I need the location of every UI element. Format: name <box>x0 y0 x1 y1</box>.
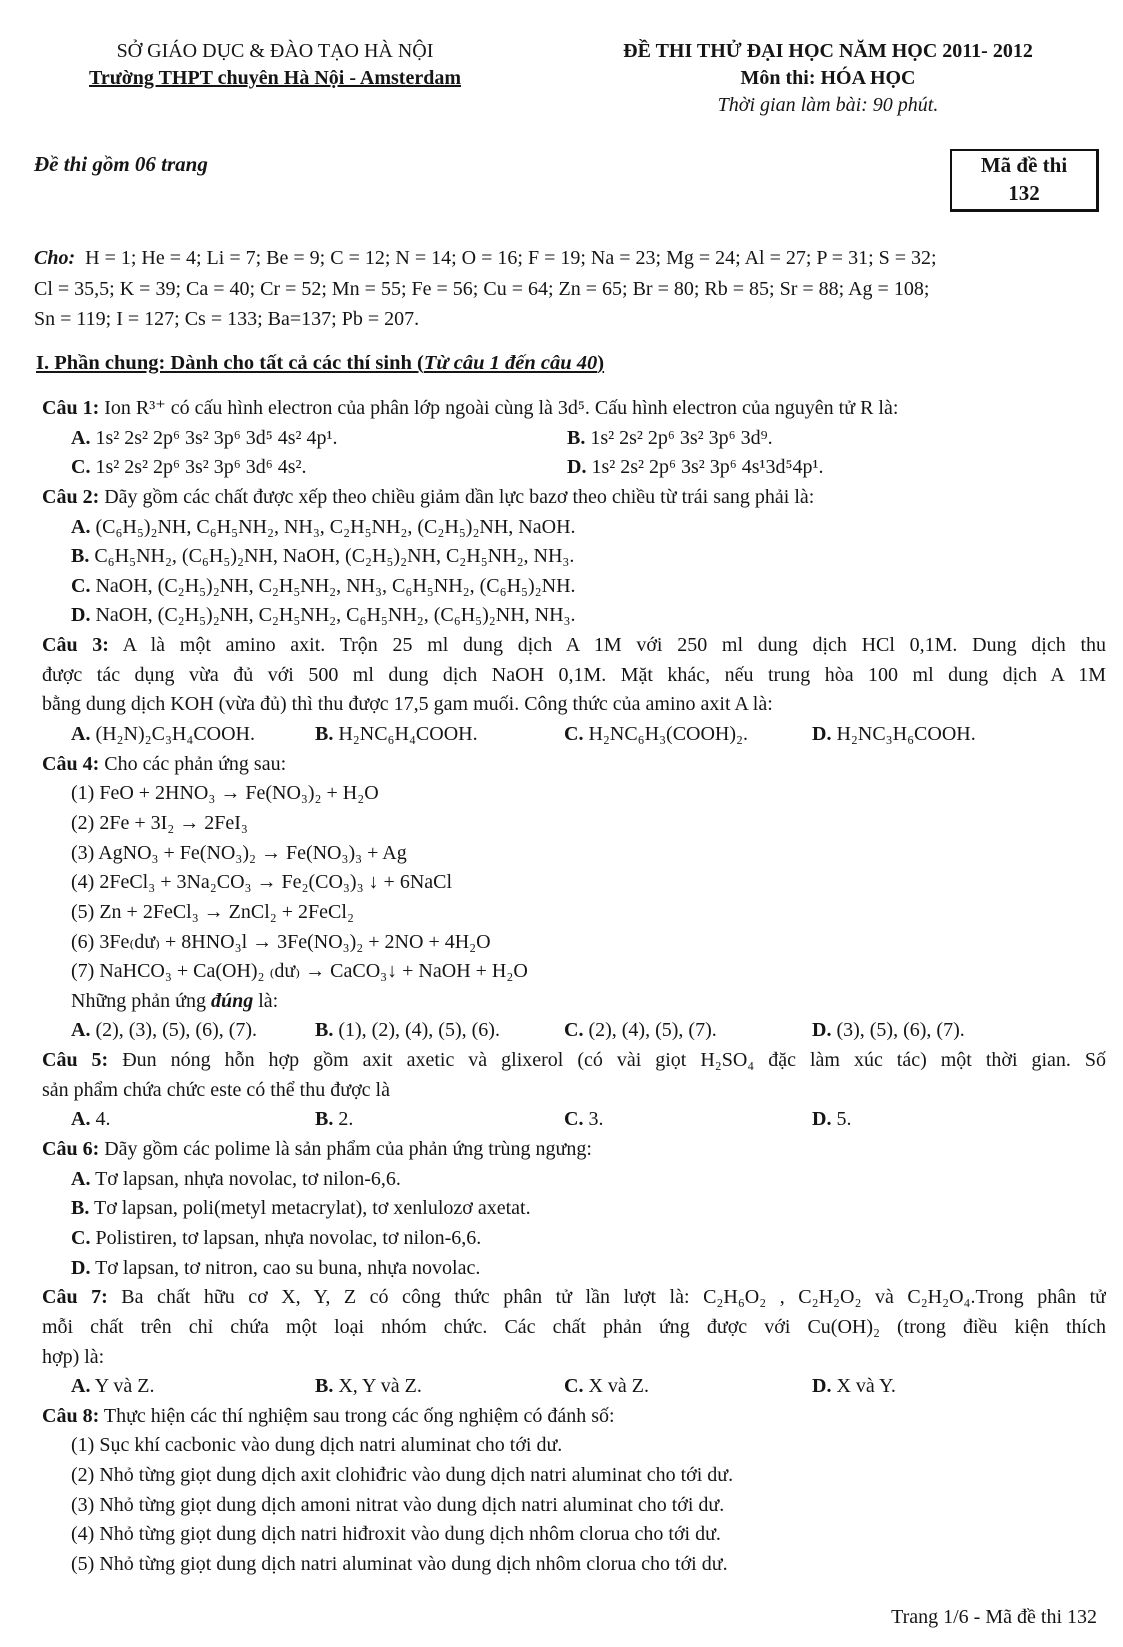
option-text: 1s² 2s² 2p⁶ 3s² 3p⁶ 4s¹3d⁵4p¹. <box>591 456 824 479</box>
question-text-line <box>42 690 1106 720</box>
option-text: Tơ lapsan, poli(metyl metacrylat), tơ xenlulozơ axetat. <box>93 1197 531 1220</box>
question-text-line <box>42 1076 1106 1106</box>
reaction-item: (3) Nhỏ từng giọt dung dịch amoni nitrat vào dung dịch natri aluminat cho tới dư. <box>71 1493 725 1516</box>
question <box>42 1402 1106 1580</box>
option-letter: D. <box>71 1256 91 1279</box>
answer-option[interactable] <box>812 1016 965 1046</box>
exam-code-value: 132 <box>1008 181 1040 205</box>
option-text: C₆H₅NH₂, (C₆H₅)₂NH, NaOH, (C₂H₅)₂NH, C₂H₅NH₂, NH₃. <box>94 545 575 568</box>
reaction-item: (7) NaHCO₃ + Ca(OH)₂ ₍dư₎ → CaCO₃↓ + NaOH + H₂O <box>71 960 528 983</box>
option-letter: C. <box>564 1108 584 1131</box>
options-row <box>42 1016 1106 1046</box>
answer-option[interactable] <box>567 424 773 454</box>
option-text: Y và Z. <box>94 1375 155 1398</box>
option-text: (3), (5), (6), (7). <box>836 1019 965 1042</box>
options-row <box>42 1165 1106 1195</box>
option-text: Tơ lapsan, tơ nitron, cao su buna, nhựa novolac. <box>95 1256 481 1279</box>
reaction-item: (4) Nhỏ từng giọt dung dịch natri hiđroxit vào dung dịch nhôm clorua cho tới dư. <box>71 1523 721 1546</box>
option-letter: C. <box>564 1375 584 1398</box>
reaction-item: (2) Nhỏ từng giọt dung dịch axit clohiđric vào dung dịch natri aluminat cho tới dư. <box>71 1464 734 1487</box>
question-prompt <box>42 987 1106 1017</box>
exam-subject: Môn thi: HÓA HỌC <box>740 67 916 89</box>
option-letter: A. <box>71 1108 91 1131</box>
question-text-line <box>42 661 1106 691</box>
option-letter: C. <box>71 1226 91 1249</box>
options-row <box>42 572 1106 602</box>
question-text: Đun nóng hỗn hợp gồm axit axetic và glixerol (có vài giọt H₂SO₄ đặc làm xúc tác) một thời gian. Số <box>122 1049 1106 1072</box>
option-letter: D. <box>812 1108 832 1131</box>
option-text: 1s² 2s² 2p⁶ 3s² 3p⁶ 3d⁵ 4s² 4p¹. <box>95 426 338 449</box>
reaction-item: (3) AgNO₃ + Fe(NO₃)₂ → Fe(NO₃)₃ + Ag <box>71 841 407 864</box>
given-line: H = 1; He = 4; Li = 7; Be = 9; C = 12; N = 14; O = 16; F = 19; Na = 23; Mg = 24; Al = 27; P = 31; S = 32; <box>85 247 937 269</box>
option-letter: C. <box>564 1019 584 1042</box>
answer-option[interactable] <box>71 1105 110 1135</box>
option-letter: A. <box>71 723 91 746</box>
question <box>42 1135 1106 1283</box>
question-text: Thực hiện các thí nghiệm sau trong các ống nghiệm có đánh số: <box>103 1404 615 1427</box>
exam-code-box <box>950 149 1099 212</box>
question-label: Câu 4: <box>42 752 100 775</box>
option-letter: D. <box>812 723 832 746</box>
answer-option[interactable] <box>315 1016 500 1046</box>
option-text: (2), (3), (5), (6), (7). <box>95 1019 258 1042</box>
answer-option[interactable] <box>812 1105 851 1135</box>
answer-option[interactable] <box>564 720 748 750</box>
question-text: Ba chất hữu cơ X, Y, Z có công thức phân tử lần lượt là: C₂H₆O₂ , C₂H₂O₂ và C₂H₂O₄.Trong phân tử <box>121 1286 1106 1309</box>
section-heading <box>36 352 604 375</box>
question-text-line <box>42 1402 1106 1432</box>
question-text-line <box>42 394 1106 424</box>
atomic-masses <box>34 243 1109 335</box>
option-text: NaOH, (C₂H₅)₂NH, C₂H₅NH₂, NH₃, C₆H₅NH₂, (C₆H₅)₂NH. <box>95 574 576 597</box>
question <box>42 1046 1106 1135</box>
section-close: ) <box>597 352 605 374</box>
reaction-item: (5) Zn + 2FeCl₃ → ZnCl₂ + 2FeCl₂ <box>71 900 354 923</box>
option-letter: D. <box>71 604 91 627</box>
answer-option[interactable] <box>564 1016 717 1046</box>
question-text: được tác dụng vừa đủ với 500 ml dung dịch NaOH 0,1M. Mặt khác, nếu trung hòa 100 ml dung dịch A 1M <box>42 663 1106 686</box>
option-text: X và Y. <box>836 1375 896 1398</box>
question-text-line <box>42 750 1106 780</box>
option-text: 1s² 2s² 2p⁶ 3s² 3p⁶ 3d⁶ 4s². <box>95 456 307 479</box>
option-letter: B. <box>315 723 334 746</box>
options-row <box>42 1224 1106 1254</box>
question-text: bằng dung dịch KOH (vừa đủ) thì thu được 17,5 gam muối. Công thức của amino axit A là: <box>42 693 773 716</box>
reaction-item: (5) Nhỏ từng giọt dung dịch natri aluminat vào dung dịch nhôm clorua cho tới dư. <box>71 1552 728 1575</box>
option-text: 3. <box>588 1108 604 1131</box>
header-left <box>40 38 510 92</box>
option-letter: D. <box>812 1019 832 1042</box>
option-letter: B. <box>567 426 586 449</box>
option-text: X và Z. <box>588 1375 649 1398</box>
option-letter: C. <box>564 723 584 746</box>
reaction-item: (1) Sục khí cacbonic vào dung dịch natri aluminat cho tới dư. <box>71 1434 563 1457</box>
answer-option[interactable] <box>71 1372 155 1402</box>
question <box>42 1283 1106 1402</box>
question-label: Câu 6: <box>42 1138 100 1161</box>
given-line: Sn = 119; I = 127; Cs = 133; Ba=137; Pb = 207. <box>34 308 420 330</box>
options-row <box>42 720 1106 750</box>
question-text-line <box>42 1135 1106 1165</box>
answer-option[interactable] <box>315 1372 422 1402</box>
question-text: hợp) là: <box>42 1345 105 1368</box>
option-text: (H₂N)₂C₃H₄COOH. <box>95 723 256 746</box>
options-row <box>42 601 1106 631</box>
option-text: NaOH, (C₂H₅)₂NH, C₂H₅NH₂, C₆H₅NH₂, (C₆H₅)₂NH, NH₃. <box>95 604 576 627</box>
reaction-item: (6) 3Fe₍dư₎ + 8HNO₃l → 3Fe(NO₃)₂ + 2NO + 4H₂O <box>71 930 491 953</box>
answer-option[interactable] <box>812 1372 896 1402</box>
options-row <box>42 453 1106 483</box>
option-text: Polistiren, tơ lapsan, nhựa novolac, tơ nilon-6,6. <box>95 1226 482 1249</box>
answer-option[interactable] <box>71 1254 480 1284</box>
options-row <box>42 424 1106 454</box>
option-letter: A. <box>71 1019 91 1042</box>
section-title: I. Phần chung: Dành cho tất cả các thí sinh ( <box>36 352 424 374</box>
given-line: Cl = 35,5; K = 39; Ca = 40; Cr = 52; Mn = 55; Fe = 56; Cu = 64; Zn = 65; Br = 80; Rb = 85; Sr = 88; Ag = 108; <box>34 277 930 300</box>
option-text: (C₆H₅)₂NH, C₆H₅NH₂, NH₃, C₂H₅NH₂, (C₂H₅)₂NH, NaOH. <box>95 515 576 538</box>
answer-option[interactable] <box>71 513 576 543</box>
reaction-item: (4) 2FeCl₃ + 3Na₂CO₃ → Fe₂(CO₃)₃ ↓ + 6NaCl <box>71 871 453 894</box>
option-text: Tơ lapsan, nhựa novolac, tơ nilon-6,6. <box>95 1167 401 1190</box>
option-letter: A. <box>71 426 91 449</box>
answer-option[interactable] <box>564 1372 649 1402</box>
answer-option[interactable] <box>315 1105 353 1135</box>
answer-option[interactable] <box>71 453 307 483</box>
option-text: X, Y và Z. <box>338 1375 422 1398</box>
answer-option[interactable] <box>567 453 823 483</box>
options-row <box>42 1372 1106 1402</box>
option-letter: A. <box>71 1375 91 1398</box>
question-text-line <box>42 1283 1106 1313</box>
question-text-line <box>42 1343 1106 1373</box>
option-text: (2), (4), (5), (7). <box>588 1019 717 1042</box>
prompt-emphasis: đúng <box>211 989 254 1012</box>
section-range: Từ câu 1 đến câu 40 <box>423 352 598 374</box>
option-letter: D. <box>567 456 587 479</box>
exam-title: ĐỀ THI THỬ ĐẠI HỌC NĂM HỌC 2011- 2012 <box>623 40 1033 62</box>
question-text-line <box>42 1313 1106 1343</box>
answer-option[interactable] <box>812 720 976 750</box>
options-row <box>42 513 1106 543</box>
question-text: Ion R³⁺ có cấu hình electron của phân lớp ngoài cùng là 3d⁵. Cấu hình electron của nguyên tử R là: <box>104 397 899 419</box>
option-text: H₂NC₆H₃(COOH)₂. <box>588 723 749 746</box>
option-text: 5. <box>836 1108 852 1131</box>
department-name: SỞ GIÁO DỤC & ĐÀO TẠO HÀ NỘI <box>116 40 434 62</box>
question <box>42 631 1106 750</box>
given-label: Cho: <box>34 247 76 269</box>
option-text: H₂NC₃H₆COOH. <box>836 723 976 746</box>
option-letter: B. <box>315 1019 334 1042</box>
option-text: 1s² 2s² 2p⁶ 3s² 3p⁶ 3d⁹. <box>590 426 773 449</box>
question <box>42 750 1106 1046</box>
school-name: Trường THPT chuyên Hà Nội - Amsterdam <box>89 67 461 89</box>
header-right <box>548 38 1108 119</box>
prompt-text: Những phản ứng <box>71 989 211 1012</box>
option-letter: B. <box>71 545 90 568</box>
question-label: Câu 5: <box>42 1049 109 1072</box>
reaction-item: (1) FeO + 2HNO₃ → Fe(NO₃)₂ + H₂O <box>71 782 379 805</box>
answer-option[interactable] <box>71 572 576 602</box>
option-letter: A. <box>71 1167 91 1190</box>
options-row <box>42 1194 1106 1224</box>
option-letter: A. <box>71 515 91 538</box>
question-label: Câu 3: <box>42 634 109 657</box>
question-text: mỗi chất trên chỉ chứa một loại nhóm chức. Các chất phản ứng được với Cu(OH)₂ (trong điều kiện thích <box>42 1315 1106 1338</box>
options-row <box>42 1105 1106 1135</box>
exam-time: Thời gian làm bài: 90 phút. <box>717 94 939 116</box>
question-text: sản phẩm chứa chức este có thể thu được là <box>42 1078 390 1101</box>
question <box>42 394 1106 483</box>
answer-option[interactable] <box>71 1165 401 1195</box>
answer-option[interactable] <box>71 1224 481 1254</box>
options-row <box>42 542 1106 572</box>
question-text: A là một amino axit. Trộn 25 ml dung dịch A 1M với 250 ml dung dịch HCl 0,1M. Dung dịch thu <box>122 634 1106 657</box>
option-text: 4. <box>95 1108 111 1131</box>
options-row <box>42 1254 1106 1284</box>
option-text: H₂NC₆H₄COOH. <box>338 723 478 746</box>
question-label: Câu 7: <box>42 1286 108 1309</box>
option-letter: D. <box>812 1375 832 1398</box>
answer-option[interactable] <box>71 720 255 750</box>
page-footer: Trang 1/6 - Mã đề thi 132 <box>891 1606 1097 1628</box>
option-letter: C. <box>71 456 91 479</box>
pages-note: Đề thi gồm 06 trang <box>34 152 208 176</box>
question-text: Dãy gồm các polime là sản phẩm của phản ứng trùng ngưng: <box>104 1138 592 1161</box>
reaction-item: (2) 2Fe + 3I₂ → 2FeI₃ <box>71 811 248 834</box>
answer-option[interactable] <box>71 1016 257 1046</box>
answer-option[interactable] <box>71 1194 531 1224</box>
answer-option[interactable] <box>71 424 337 454</box>
answer-option[interactable] <box>71 601 576 631</box>
answer-option[interactable] <box>71 542 574 572</box>
questions <box>42 394 1106 1580</box>
question-text-line <box>42 1046 1106 1076</box>
question-label: Câu 2: <box>42 485 100 508</box>
option-text: (1), (2), (4), (5), (6). <box>338 1019 500 1042</box>
question-text-line <box>42 631 1106 661</box>
option-letter: C. <box>71 574 91 597</box>
option-letter: B. <box>315 1375 334 1398</box>
question-label: Câu 8: <box>42 1404 100 1427</box>
prompt-text: là: <box>253 989 279 1012</box>
answer-option[interactable] <box>315 720 478 750</box>
option-text: 2. <box>338 1108 354 1131</box>
option-letter: B. <box>315 1108 334 1131</box>
question <box>42 483 1106 631</box>
question-text-line <box>42 483 1106 513</box>
exam-code-label: Mã đề thi <box>980 153 1068 177</box>
question-label: Câu 1: <box>42 397 100 419</box>
option-letter: B. <box>71 1197 90 1220</box>
answer-option[interactable] <box>564 1105 603 1135</box>
question-text: Cho các phản ứng sau: <box>104 752 287 775</box>
question-text: Dãy gồm các chất được xếp theo chiều giảm dần lực bazơ theo chiều từ trái sang phải là: <box>104 485 815 508</box>
